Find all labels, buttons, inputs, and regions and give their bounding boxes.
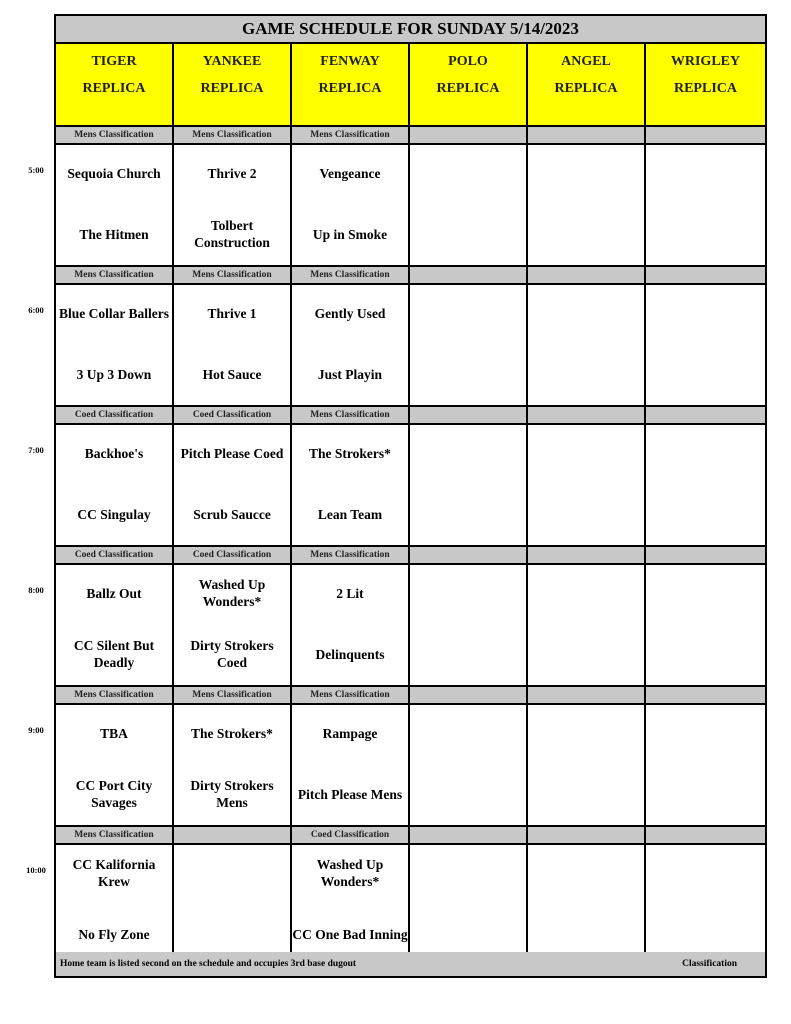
away-team: Pitch Please Coed <box>180 445 284 461</box>
away-team: 2 Lit <box>336 585 364 601</box>
field-sub: REPLICA <box>318 81 382 96</box>
classification-band: Mens Classification <box>56 267 174 285</box>
classification-band: Coed Classification <box>174 547 292 565</box>
field-sub: REPLICA <box>436 81 500 96</box>
away-team <box>528 151 644 195</box>
home-team <box>528 632 644 676</box>
home-team: CC Port City Savages <box>75 778 153 810</box>
game-cell <box>56 565 174 687</box>
away-team <box>528 851 644 895</box>
field-sub: REPLICA <box>82 81 146 96</box>
footer-note: Home team is listed second on the schedule and occupies 3rd base dugout <box>60 959 357 969</box>
classification-band <box>646 827 765 845</box>
home-team <box>646 212 765 256</box>
game-cell <box>528 285 646 407</box>
classification-band: Mens Classification <box>174 687 292 705</box>
classification-band <box>410 547 528 565</box>
schedule-sheet <box>54 14 767 978</box>
field-header-polo <box>410 44 528 127</box>
away-team <box>528 291 644 335</box>
away-team: Ballz Out <box>86 585 142 601</box>
home-team <box>410 912 526 956</box>
field-header-angel <box>528 44 646 127</box>
home-team <box>646 912 765 956</box>
classification-band <box>528 687 646 705</box>
away-team <box>410 711 526 755</box>
field-name: YANKEE <box>202 54 262 69</box>
home-team: Scrub Saucce <box>193 506 271 522</box>
field-header-yankee <box>174 44 292 127</box>
game-cell <box>410 565 528 687</box>
home-team: The Hitmen <box>79 226 149 242</box>
home-team <box>410 492 526 536</box>
classification-band <box>528 827 646 845</box>
away-team <box>528 431 644 475</box>
away-team: CC Kalifornia Krew <box>72 857 156 889</box>
time-label: 7:00 <box>28 445 44 455</box>
home-team <box>528 492 644 536</box>
away-team <box>646 291 765 335</box>
schedule-title: GAME SCHEDULE FOR SUNDAY 5/14/2023 <box>56 16 765 44</box>
field-name: WRIGLEY <box>670 54 741 69</box>
away-team <box>410 151 526 195</box>
game-cell <box>646 565 765 687</box>
game-cell <box>56 285 174 407</box>
away-team: The Strokers* <box>309 445 391 461</box>
classification-band: Mens Classification <box>292 547 410 565</box>
home-team: Up in Smoke <box>312 226 388 242</box>
away-team: Blue Collar Ballers <box>59 305 169 321</box>
home-team: No Fly Zone <box>78 926 150 942</box>
home-team: Dirty Strokers Coed <box>190 638 274 670</box>
game-cell <box>292 425 410 547</box>
away-team: Washed Up Wonders* <box>198 577 266 609</box>
field-header-fenway <box>292 44 410 127</box>
home-team: Delinquents <box>315 646 385 662</box>
away-team <box>174 851 290 895</box>
game-cell <box>174 705 292 827</box>
field-name: TIGER <box>91 54 137 69</box>
classification-band <box>174 827 292 845</box>
field-name: POLO <box>448 54 488 69</box>
field-header-wrigley <box>646 44 765 127</box>
home-team: Pitch Please Mens <box>297 786 403 802</box>
game-cell <box>410 425 528 547</box>
classification-band <box>410 687 528 705</box>
home-team: CC One Bad Inning <box>292 926 408 942</box>
classification-band <box>646 127 765 145</box>
classification-band <box>646 547 765 565</box>
time-label: 5:00 <box>28 165 44 175</box>
away-team <box>646 711 765 755</box>
home-team: CC Silent But Deadly <box>73 638 155 670</box>
footer-bar <box>56 952 765 976</box>
classification-band <box>410 827 528 845</box>
away-team <box>410 291 526 335</box>
away-team <box>646 151 765 195</box>
classification-band: Coed Classification <box>56 407 174 425</box>
classification-band: Mens Classification <box>174 267 292 285</box>
home-team: Just Playin <box>317 366 383 382</box>
time-label: 8:00 <box>28 585 44 595</box>
home-team <box>528 772 644 816</box>
footer-classification: Classification <box>682 959 737 969</box>
field-sub: REPLICA <box>554 81 618 96</box>
classification-band: Mens Classification <box>292 407 410 425</box>
home-team: CC Singulay <box>77 506 151 522</box>
game-cell <box>56 145 174 267</box>
game-cell <box>410 145 528 267</box>
game-cell <box>646 285 765 407</box>
field-name: ANGEL <box>561 54 611 69</box>
game-cell <box>56 425 174 547</box>
away-team <box>528 711 644 755</box>
home-team <box>410 352 526 396</box>
field-sub: REPLICA <box>673 81 737 96</box>
time-label: 6:00 <box>28 305 44 315</box>
home-team: Dirty Strokers Mens <box>190 778 274 810</box>
classification-band <box>410 267 528 285</box>
game-cell <box>646 425 765 547</box>
classification-band <box>646 407 765 425</box>
home-team <box>410 772 526 816</box>
away-team: Backhoe's <box>84 445 144 461</box>
away-team: Thrive 1 <box>207 305 257 321</box>
away-team: Vengeance <box>319 165 381 181</box>
away-team <box>646 571 765 615</box>
game-cell <box>646 705 765 827</box>
home-team <box>646 632 765 676</box>
away-team <box>646 851 765 895</box>
classification-band <box>528 547 646 565</box>
home-team <box>528 912 644 956</box>
field-name: FENWAY <box>320 54 380 69</box>
home-team: Tolbert Construction <box>194 218 270 250</box>
game-cell <box>174 565 292 687</box>
away-team: Gently Used <box>314 305 386 321</box>
away-team: Rampage <box>322 725 378 741</box>
away-team: Washed Up Wonders* <box>316 857 384 889</box>
classification-band: Mens Classification <box>292 687 410 705</box>
game-cell <box>410 285 528 407</box>
classification-band <box>646 687 765 705</box>
game-cell <box>292 845 410 967</box>
game-cell <box>646 145 765 267</box>
game-cell <box>292 285 410 407</box>
home-team: Lean Team <box>317 506 383 522</box>
classification-band <box>410 407 528 425</box>
classification-band: Mens Classification <box>292 127 410 145</box>
game-cell <box>646 845 765 967</box>
classification-band: Mens Classification <box>56 127 174 145</box>
game-cell <box>292 705 410 827</box>
classification-band <box>646 267 765 285</box>
away-team <box>528 571 644 615</box>
game-cell <box>292 565 410 687</box>
classification-band <box>528 407 646 425</box>
game-cell <box>528 705 646 827</box>
time-label: 10:00 <box>26 865 46 875</box>
away-team <box>410 851 526 895</box>
classification-band: Coed Classification <box>56 547 174 565</box>
classification-band: Mens Classification <box>56 687 174 705</box>
classification-band: Coed Classification <box>292 827 410 845</box>
game-cell <box>174 425 292 547</box>
home-team <box>528 352 644 396</box>
classification-band <box>410 127 528 145</box>
time-label: 9:00 <box>28 725 44 735</box>
home-team <box>646 492 765 536</box>
game-cell <box>528 425 646 547</box>
away-team <box>410 431 526 475</box>
home-team <box>410 632 526 676</box>
game-cell <box>410 705 528 827</box>
game-cell <box>174 285 292 407</box>
home-team <box>410 212 526 256</box>
classification-band <box>528 267 646 285</box>
away-team: The Strokers* <box>191 725 273 741</box>
game-cell <box>292 145 410 267</box>
game-cell <box>528 145 646 267</box>
classification-band <box>528 127 646 145</box>
game-cell <box>528 845 646 967</box>
home-team <box>646 352 765 396</box>
classification-band: Mens Classification <box>56 827 174 845</box>
away-team: Thrive 2 <box>207 165 257 181</box>
home-team <box>646 772 765 816</box>
game-cell <box>174 845 292 967</box>
game-cell <box>56 845 174 967</box>
game-cell <box>410 845 528 967</box>
field-header-tiger <box>56 44 174 127</box>
classification-band: Mens Classification <box>174 127 292 145</box>
away-team: TBA <box>100 725 128 741</box>
game-cell <box>56 705 174 827</box>
away-team: Sequoia Church <box>67 165 161 181</box>
home-team <box>174 912 290 956</box>
home-team: 3 Up 3 Down <box>76 366 152 382</box>
classification-band: Mens Classification <box>292 267 410 285</box>
away-team <box>646 431 765 475</box>
game-cell <box>174 145 292 267</box>
classification-band: Coed Classification <box>174 407 292 425</box>
field-sub: REPLICA <box>200 81 264 96</box>
away-team <box>410 571 526 615</box>
home-team <box>528 212 644 256</box>
home-team: Hot Sauce <box>202 366 262 382</box>
game-cell <box>528 565 646 687</box>
